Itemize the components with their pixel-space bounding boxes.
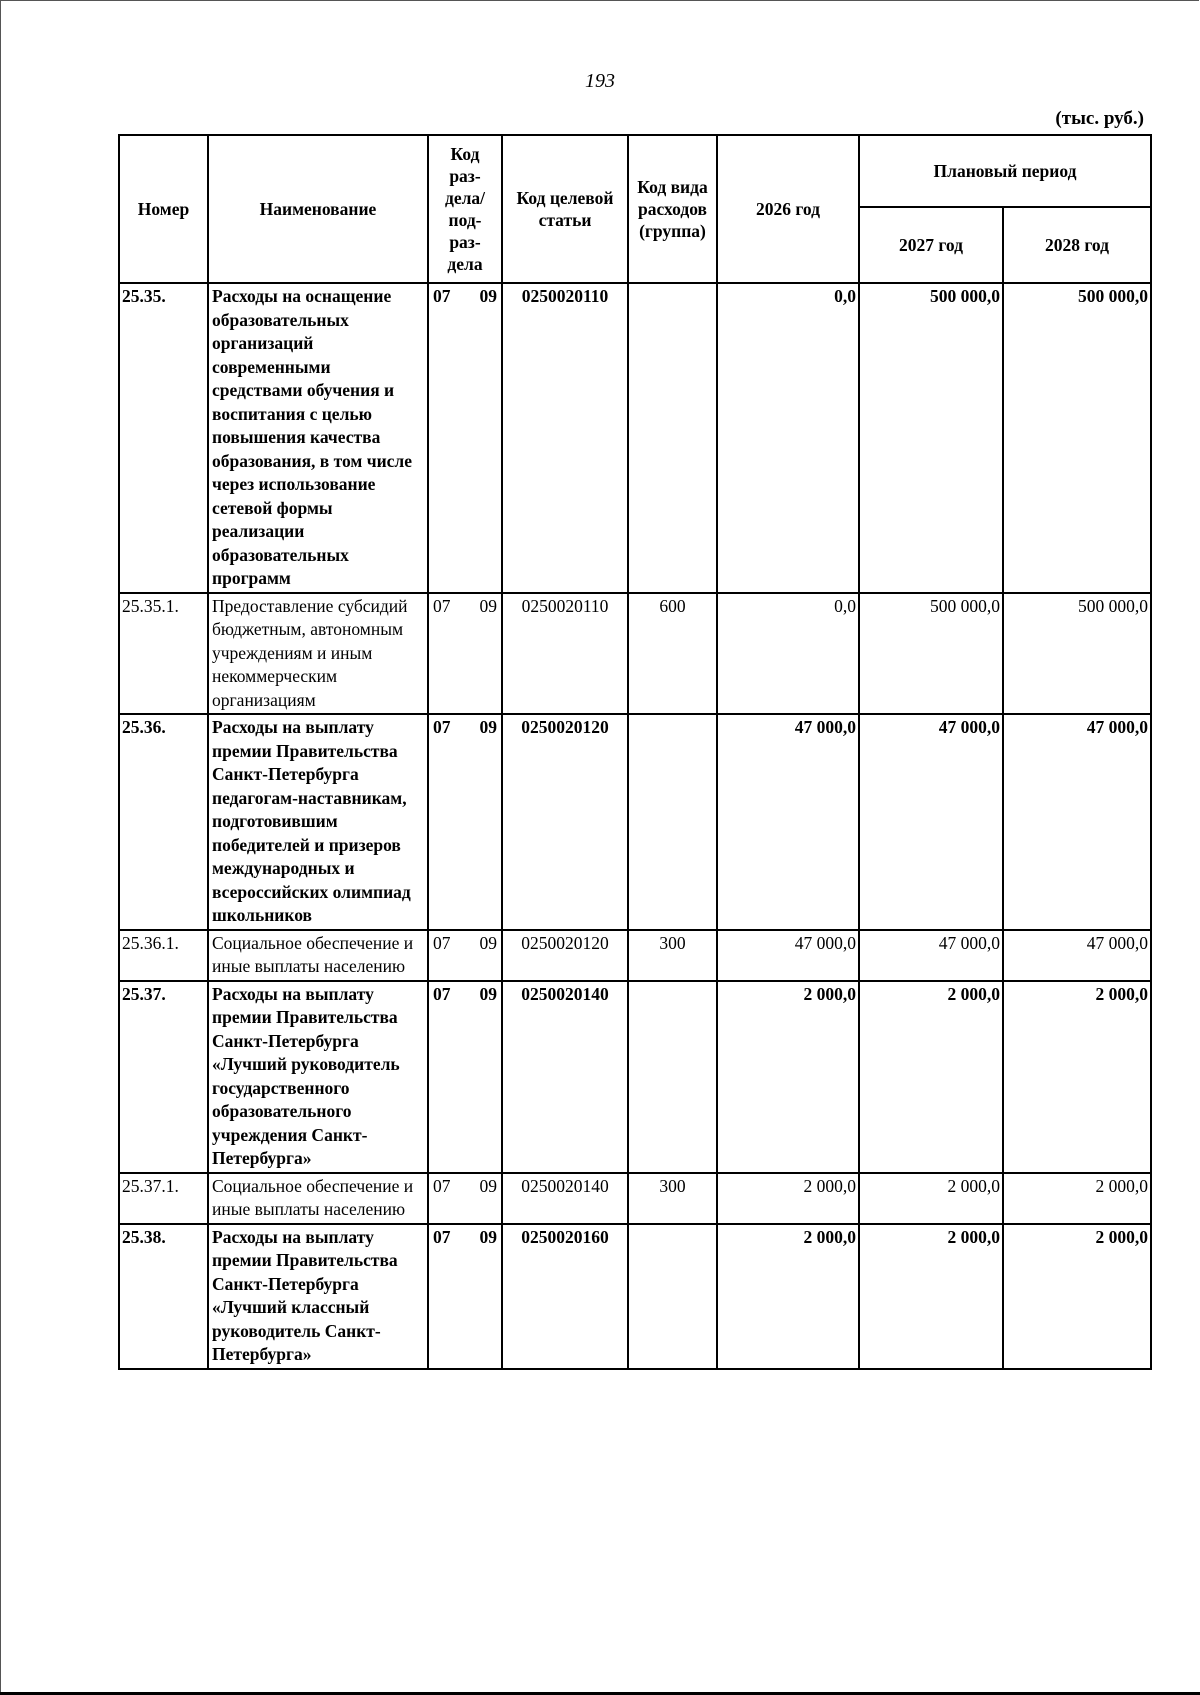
row-amount-2027: 2 000,0: [859, 1224, 1003, 1369]
row-section-code: [428, 714, 502, 930]
row-expense-type: [628, 283, 717, 593]
table-row: [119, 593, 1151, 715]
section-code: 07: [433, 286, 451, 306]
section-code: 07: [433, 1175, 451, 1196]
row-amount-2026: 2 000,0: [717, 1173, 859, 1224]
row-amount-2027: 500 000,0: [859, 283, 1003, 593]
row-amount-2028: 47 000,0: [1003, 930, 1151, 981]
table-row: [119, 981, 1151, 1173]
row-expense-type: [628, 714, 717, 930]
row-name: Предоставление субсидий бюджетным, автономным учреждениям и иным некоммерческим организациям: [208, 593, 428, 715]
row-amount-2026: 0,0: [717, 283, 859, 593]
header-name: Наименование: [208, 135, 428, 283]
row-expense-type: [628, 1224, 717, 1369]
header-number: Номер: [119, 135, 208, 283]
row-target-code: 0250020160: [502, 1224, 628, 1369]
row-amount-2028: 500 000,0: [1003, 283, 1151, 593]
section-code: 07: [433, 932, 451, 953]
row-amount-2027: 47 000,0: [859, 930, 1003, 981]
row-amount-2026: 0,0: [717, 593, 859, 715]
row-name: Расходы на оснащение образовательных организаций современными средствами обучения и воспитания с целью повышения качества образования, в том числе через использование сетевой формы реализации образовательных программ: [208, 283, 428, 593]
section-code: 07: [433, 983, 451, 1004]
row-target-code: 0250020140: [502, 1173, 628, 1224]
row-expense-type: [628, 981, 717, 1173]
row-amount-2028: 500 000,0: [1003, 593, 1151, 715]
subsection-code: 09: [479, 717, 497, 737]
row-target-code: 0250020140: [502, 981, 628, 1173]
row-number: 25.36.1.: [119, 930, 208, 981]
row-target-code: 0250020110: [502, 593, 628, 715]
row-amount-2028: 2 000,0: [1003, 1173, 1151, 1224]
row-amount-2026: 47 000,0: [717, 930, 859, 981]
table-row: [119, 283, 1151, 593]
row-expense-type: 600: [628, 593, 717, 715]
subsection-code: 09: [479, 595, 497, 616]
row-amount-2027: 2 000,0: [859, 981, 1003, 1173]
row-expense-type: 300: [628, 1173, 717, 1224]
row-name: Расходы на выплату премии Правительства Санкт-Петербурга педагогам-наставникам, подготовившим победителей и призеров международных и всероссийских олимпиад школьников: [208, 714, 428, 930]
section-code: 07: [433, 1226, 451, 1247]
row-amount-2027: 2 000,0: [859, 1173, 1003, 1224]
row-amount-2026: 47 000,0: [717, 714, 859, 930]
table-row: [119, 714, 1151, 930]
row-target-code: 0250020120: [502, 930, 628, 981]
row-amount-2028: 47 000,0: [1003, 714, 1151, 930]
row-amount-2028: 2 000,0: [1003, 981, 1151, 1173]
header-2026: 2026 год: [717, 135, 859, 283]
row-section-code: [428, 283, 502, 593]
header-planned-period: Плановый период: [859, 135, 1151, 207]
row-name: Расходы на выплату премии Правительства Санкт-Петербурга «Лучший руководитель государственного образовательного учреждения Санкт-Петербурга»: [208, 981, 428, 1173]
row-amount-2028: 2 000,0: [1003, 1224, 1151, 1369]
row-section-code: [428, 1173, 502, 1224]
row-section-code: [428, 930, 502, 981]
row-expense-type: 300: [628, 930, 717, 981]
section-code: 07: [433, 717, 451, 737]
row-section-code: [428, 981, 502, 1173]
row-amount-2027: 500 000,0: [859, 593, 1003, 715]
row-section-code: [428, 1224, 502, 1369]
table-row: [119, 1224, 1151, 1369]
subsection-code: 09: [479, 983, 497, 1004]
page-number: 193: [585, 70, 615, 92]
row-number: 25.38.: [119, 1224, 208, 1369]
header-target: Код целевой статьи: [502, 135, 628, 283]
section-code: 07: [433, 595, 451, 616]
subsection-code: 09: [479, 1175, 497, 1196]
row-name: Расходы на выплату премии Правительства Санкт-Петербурга «Лучший классный руководитель Санкт-Петербурга»: [208, 1224, 428, 1369]
table-row: [119, 1173, 1151, 1224]
row-number: 25.35.: [119, 283, 208, 593]
row-number: 25.37.1.: [119, 1173, 208, 1224]
row-target-code: 0250020120: [502, 714, 628, 930]
subsection-code: 09: [479, 932, 497, 953]
header-2027: 2027 год: [859, 207, 1003, 283]
header-2028: 2028 год: [1003, 207, 1151, 283]
row-amount-2027: 47 000,0: [859, 714, 1003, 930]
row-section-code: [428, 593, 502, 715]
row-number: 25.35.1.: [119, 593, 208, 715]
subsection-code: 09: [479, 1226, 497, 1247]
header-section: Код раз-дела/ под-раз-дела: [428, 135, 502, 283]
header-expense-type: Код вида расходов (группа): [628, 135, 717, 283]
table-row: [119, 930, 1151, 981]
row-name: Социальное обеспечение и иные выплаты населению: [208, 930, 428, 981]
row-amount-2026: 2 000,0: [717, 981, 859, 1173]
row-number: 25.37.: [119, 981, 208, 1173]
subsection-code: 09: [479, 286, 497, 306]
row-number: 25.36.: [119, 714, 208, 930]
row-name: Социальное обеспечение и иные выплаты населению: [208, 1173, 428, 1224]
table-body: [119, 283, 1151, 1369]
row-amount-2026: 2 000,0: [717, 1224, 859, 1369]
row-target-code: 0250020110: [502, 283, 628, 593]
units-label: (тыс. руб.): [1055, 108, 1144, 129]
budget-table: [118, 134, 1152, 1370]
